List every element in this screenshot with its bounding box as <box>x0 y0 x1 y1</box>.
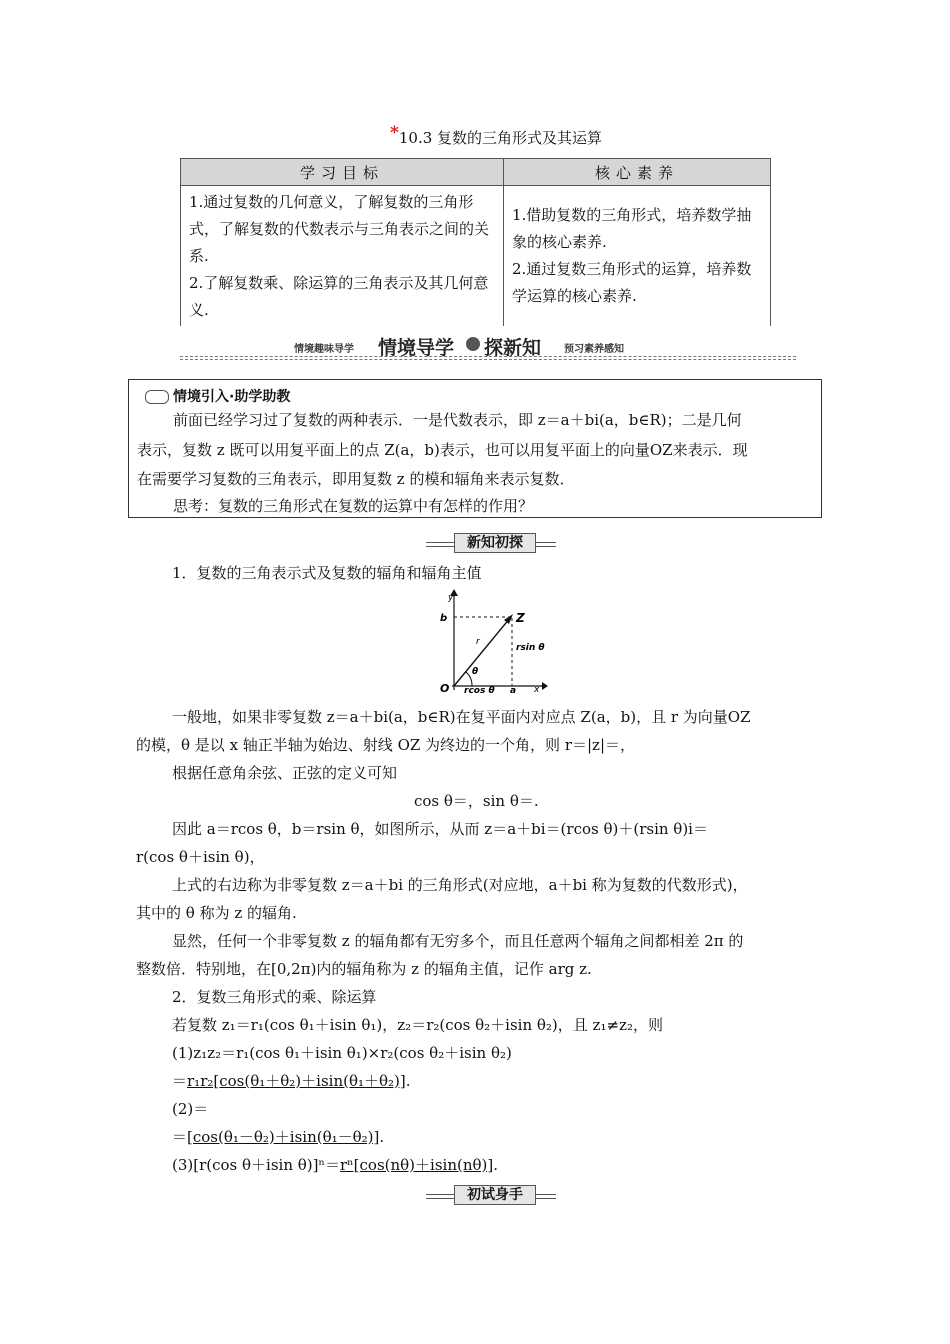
section-label: 新知初探 <box>454 533 536 553</box>
paragraph-line: 整数倍．特别地，在[0,2π)内的辐角称为 z 的辐角主值，记作 arg z. <box>136 960 592 978</box>
intro-line: 思考：复数的三角形式在复数的运算中有怎样的作用？ <box>173 497 534 515</box>
rcos-label: rcos θ <box>464 686 495 696</box>
a-label: a <box>510 686 517 696</box>
b-label: b <box>440 613 448 624</box>
vector-oz <box>454 618 510 686</box>
section-first-try <box>426 1186 556 1204</box>
fill-in-answer: r₁r₂[cos(θ₁＋θ₂)＋isin(θ₁＋θ₂)] <box>187 1072 406 1090</box>
formula-line <box>172 1155 498 1175</box>
intro-line: 表示，复数 z 既可以用复平面上的点 Z(a，b)表示，也可以用复平面上的向量OZ来表示．现 <box>137 441 748 459</box>
paragraph-line: 其中的 θ 称为 z 的辐角. <box>136 904 297 922</box>
paragraph-line: r(cos θ＋isin θ)， <box>136 848 265 866</box>
title-text: 10.3 复数的三角形式及其运算 <box>398 129 603 147</box>
x-label: x <box>534 685 540 695</box>
banner-title-1: 情境导学 <box>378 337 455 359</box>
formula-line: cos θ＝，sin θ＝. <box>414 792 539 810</box>
formula-suffix: . <box>379 1128 385 1146</box>
paragraph-line: 显然，任何一个非零复数 z 的辐角都有无穷多个，而且任意两个辐角之间都相差 2π 的 <box>172 932 744 950</box>
goals-cell <box>181 186 504 327</box>
formula-prefix: ＝ <box>172 1128 188 1146</box>
arrow-circle-icon <box>466 337 480 351</box>
formula-suffix: . <box>493 1156 499 1174</box>
fill-in-answer: rⁿ[cos(nθ)＋isin(nθ)] <box>340 1156 494 1174</box>
literacy-item: 1.借助复数的三角形式，培养数学抽象的核心素养. <box>512 206 752 251</box>
rsin-label: rsin θ <box>516 643 545 653</box>
paragraph-line: 根据任意角余弦、正弦的定义可知 <box>172 764 398 782</box>
theta-label: θ <box>472 667 479 677</box>
header-goals: 学习目标 <box>181 159 504 186</box>
section-new-knowledge <box>426 534 556 552</box>
intro-heading <box>145 386 290 406</box>
y-label: y <box>448 593 454 603</box>
x-arrow-icon <box>542 682 548 690</box>
star-mark: * <box>390 123 399 143</box>
literacy-cell <box>504 186 771 327</box>
origin-label: O <box>440 682 450 695</box>
formula-suffix: . <box>405 1072 411 1090</box>
formula-line <box>172 1127 384 1147</box>
paragraph-line: 一般地，如果非零复数 z＝a＋bi(a，b∈R)在复平面内对应点 Z(a，b)，且 r 为向量OZ <box>172 708 751 726</box>
paragraph-line: 因此 a＝rcos θ，b＝rsin θ，如图所示，从而 z＝a＋bi＝(rcos θ)＋(rsin θ)i＝ <box>172 820 708 838</box>
complex-plane-figure <box>430 586 550 696</box>
subheading-2: 2．复数三角形式的乘、除运算 <box>172 988 377 1006</box>
banner-title-2: 探新知 <box>484 337 542 359</box>
goal-item: 1.通过复数的几何意义，了解复数的三角形式，了解复数的代数表示与三角表示之间的关系. <box>189 192 490 265</box>
subheading-1: 1．复数的三角表示式及复数的辐角和辐角主值 <box>172 564 482 582</box>
literacy-item: 2.通过复数三角形式的运算，培养数学运算的核心素养. <box>512 260 752 305</box>
formula-prefix: ＝ <box>172 1072 188 1090</box>
section-banner <box>180 334 796 360</box>
paragraph-line: 上式的右边称为非零复数 z＝a＋bi 的三角形式(对应地，a＋bi 称为复数的代数形式)， <box>172 876 748 894</box>
formula-line: (2)＝ <box>172 1100 209 1118</box>
goal-item: 2.了解复数乘、除运算的三角表示及其几何意义. <box>189 273 489 319</box>
formula-line: 若复数 z₁＝r₁(cos θ₁＋isin θ₁)，z₂＝r₂(cos θ₂＋isin θ₂)，且 z₁≠z₂，则 <box>172 1016 663 1034</box>
goals-table <box>180 158 771 326</box>
intro-line: 在需要学习复数的三角表示，即用复数 z 的模和辐角来表示复数． <box>137 470 575 488</box>
formula-prefix: (3)[r(cos θ＋isin θ)]ⁿ＝ <box>172 1156 340 1174</box>
page-title <box>390 123 603 148</box>
fill-in-answer: [cos(θ₁－θ₂)＋isin(θ₁－θ₂)] <box>187 1128 380 1146</box>
paragraph-line: 的模，θ 是以 x 轴正半轴为始边、射线 OZ 为终边的一个角，则 r＝|z|＝， <box>136 736 636 754</box>
intro-box <box>128 379 822 518</box>
handshake-icon <box>145 390 169 404</box>
banner-right-caption: 预习素养感知 <box>564 344 624 355</box>
formula-line: (1)z₁z₂＝r₁(cos θ₁＋isin θ₁)×r₂(cos θ₂＋isin θ₂) <box>172 1044 512 1062</box>
intro-line: 前面已经学习过了复数的两种表示．一是代数表示，即 z＝a＋bi(a，b∈R)；二是几何 <box>173 411 742 429</box>
formula-line <box>172 1071 411 1091</box>
intro-heading-text: 情境引入·助学助教 <box>173 389 291 405</box>
header-literacy: 核心素养 <box>504 159 771 186</box>
banner-left-caption: 情境趣味导学 <box>294 344 354 355</box>
r-label: r <box>476 637 480 647</box>
section-label: 初试身手 <box>454 1185 536 1205</box>
z-label: Z <box>516 611 525 625</box>
